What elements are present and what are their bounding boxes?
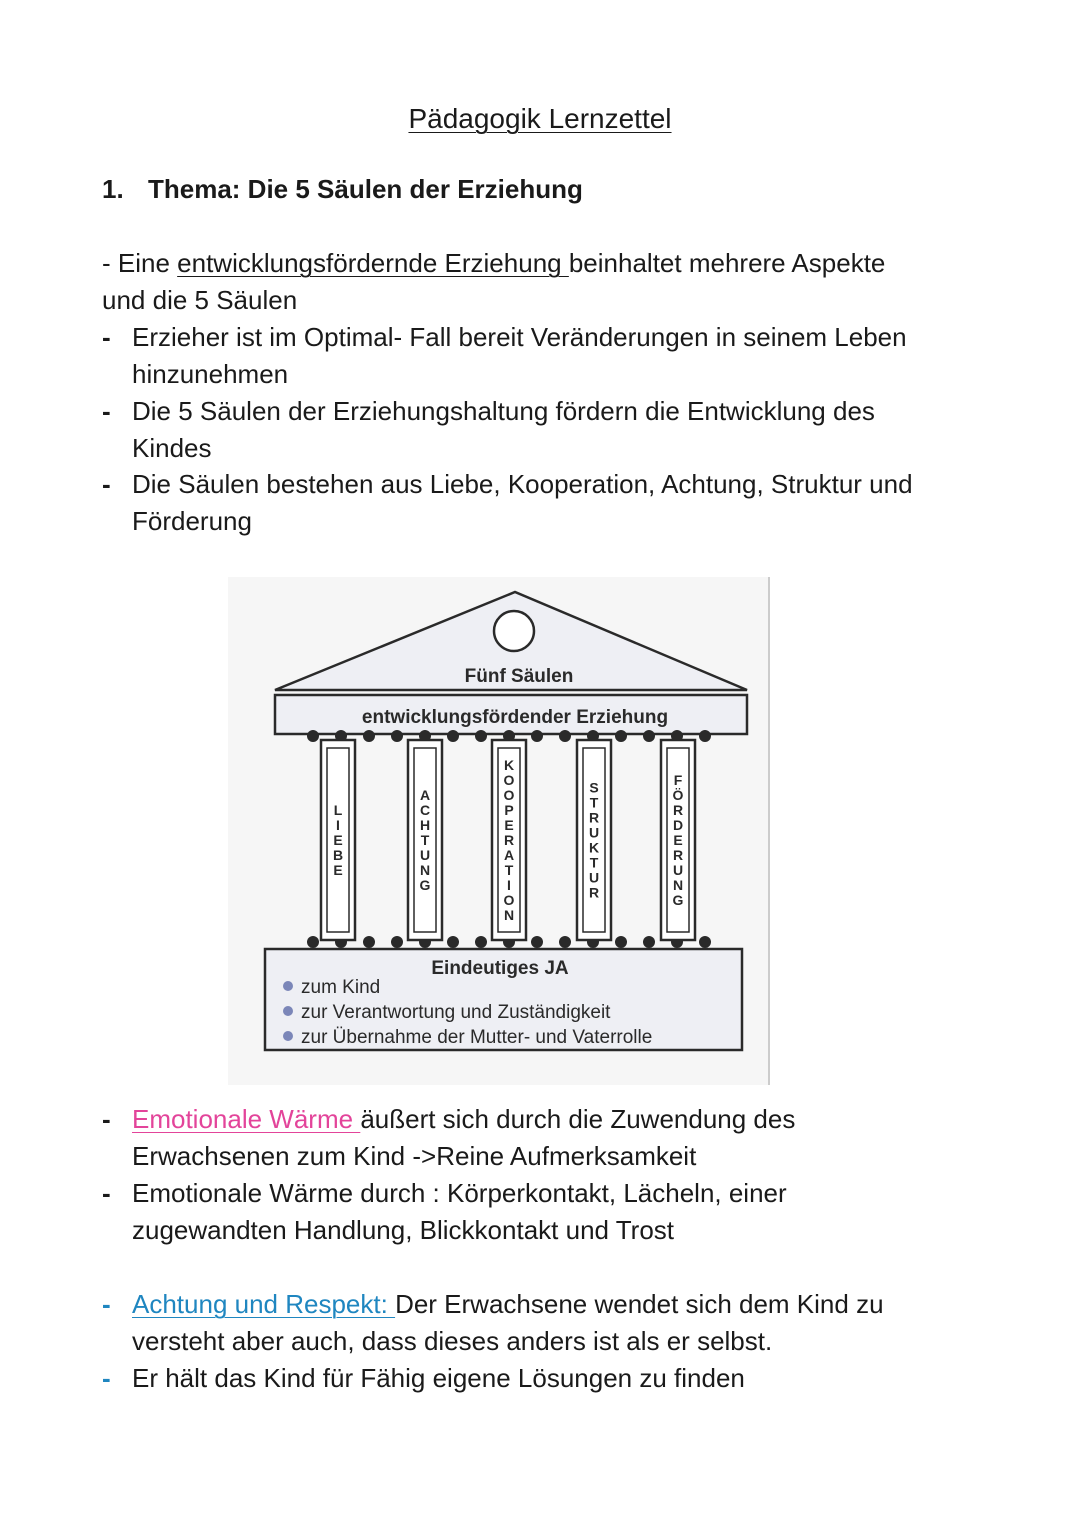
bullet-line: Kindes — [132, 433, 212, 463]
bullet-dash: - — [102, 1104, 111, 1134]
bullet-dash: - — [102, 1289, 111, 1319]
base-item: zur Verantwortung und Zuständigkeit — [301, 1002, 611, 1023]
intro-underlined-term: entwicklungsfördernde Erziehung — [177, 248, 569, 278]
rail-dot-icon — [447, 936, 459, 948]
roof-circle-icon — [494, 611, 534, 651]
pillar-label: S T R U K T U R — [588, 779, 600, 901]
base-item: zur Übernahme der Mutter- und Vaterrolle — [301, 1027, 653, 1048]
bullet-line: hinzunehmen — [132, 359, 289, 389]
bullet-line: Er hält das Kind für Fähig eigene Lösungen zu finden — [132, 1363, 745, 1393]
bullet-dot-icon — [283, 1006, 293, 1016]
rail-dot-icon — [475, 730, 487, 742]
rail-dot-icon — [643, 730, 655, 742]
beam-label: entwicklungsfördender Erziehung — [361, 707, 669, 728]
rail-dot-icon — [699, 936, 711, 948]
rail-dot-icon — [643, 936, 655, 948]
pillar-label: K O O P E R A T I O N — [503, 757, 515, 923]
bullet-dash: - — [102, 469, 111, 499]
rail-dot-icon — [531, 936, 543, 948]
rail-dot-icon — [615, 730, 627, 742]
rail-dot-icon — [475, 936, 487, 948]
bullet-line: Erzieher ist im Optimal- Fall bereit Veränderungen in seinem Leben — [132, 322, 907, 352]
term-emotional-warmth: Emotionale Wärme — [132, 1104, 361, 1134]
rail-dot-icon — [559, 936, 571, 948]
bullet-line: Die 5 Säulen der Erziehungshaltung fördern die Entwicklung des — [132, 396, 875, 426]
rail-dot-icon — [391, 936, 403, 948]
section-number: 1. — [102, 174, 124, 204]
intro-prefix: - Eine — [102, 248, 178, 278]
bullet-line: Die Säulen bestehen aus Liebe, Kooperation, Achtung, Struktur und — [132, 469, 913, 499]
intro-line-2: und die 5 Säulen — [102, 285, 298, 315]
rail-dot-icon — [615, 936, 627, 948]
pillar-label: A C H T U N G — [419, 787, 431, 893]
bullet-line: zugewandten Handlung, Blickkontakt und Trost — [132, 1215, 675, 1245]
base-title: Eindeutiges JA — [431, 958, 569, 979]
rail-dot-icon — [559, 730, 571, 742]
base-item: zum Kind — [301, 977, 381, 998]
bullet-dash: - — [102, 1178, 111, 1208]
rail-dot-icon — [307, 730, 319, 742]
pillar-label: L I E B E — [332, 802, 344, 878]
rail-dot-icon — [447, 730, 459, 742]
respect-line-1: Der Erwachsene wendet sich dem Kind zu — [395, 1289, 884, 1319]
bullet-dash: - — [102, 322, 111, 352]
bullet-dash: - — [102, 1363, 111, 1393]
rail-dot-icon — [363, 936, 375, 948]
rail-dot-icon — [363, 730, 375, 742]
section-heading-text: Thema: Die 5 Säulen der Erziehung — [148, 174, 583, 204]
respect-line-2: versteht aber auch, dass dieses anders ist als er selbst. — [132, 1326, 773, 1356]
rail-dot-icon — [307, 936, 319, 948]
warmth-line-2: Erwachsenen zum Kind ->Reine Aufmerksamkeit — [132, 1141, 697, 1171]
rail-dot-icon — [699, 730, 711, 742]
list-item-respect — [102, 1286, 1012, 1360]
page-title: Pädagogik Lernzettel — [408, 103, 672, 134]
roof-label: Fünf Säulen — [464, 666, 574, 687]
warmth-line-1: äußert sich durch die Zuwendung des — [360, 1104, 796, 1134]
list-item — [102, 1175, 1012, 1249]
bullet-line: Emotionale Wärme durch : Körperkontakt, Lächeln, einer — [132, 1178, 787, 1208]
bullet-dot-icon — [283, 1031, 293, 1041]
term-respect: Achtung und Respekt: — [132, 1289, 396, 1319]
pillar-label: F Ö R D E R U N G — [672, 772, 684, 908]
rail-dot-icon — [531, 730, 543, 742]
bullet-dash: - — [102, 396, 111, 426]
list-item — [102, 1360, 1012, 1397]
bullet-dot-icon — [283, 981, 293, 991]
intro-rest: beinhaltet mehrere Aspekte — [568, 248, 886, 278]
list-item-emotional-warmth — [102, 1101, 1012, 1175]
rail-dot-icon — [391, 730, 403, 742]
bullet-line: Förderung — [132, 506, 252, 536]
